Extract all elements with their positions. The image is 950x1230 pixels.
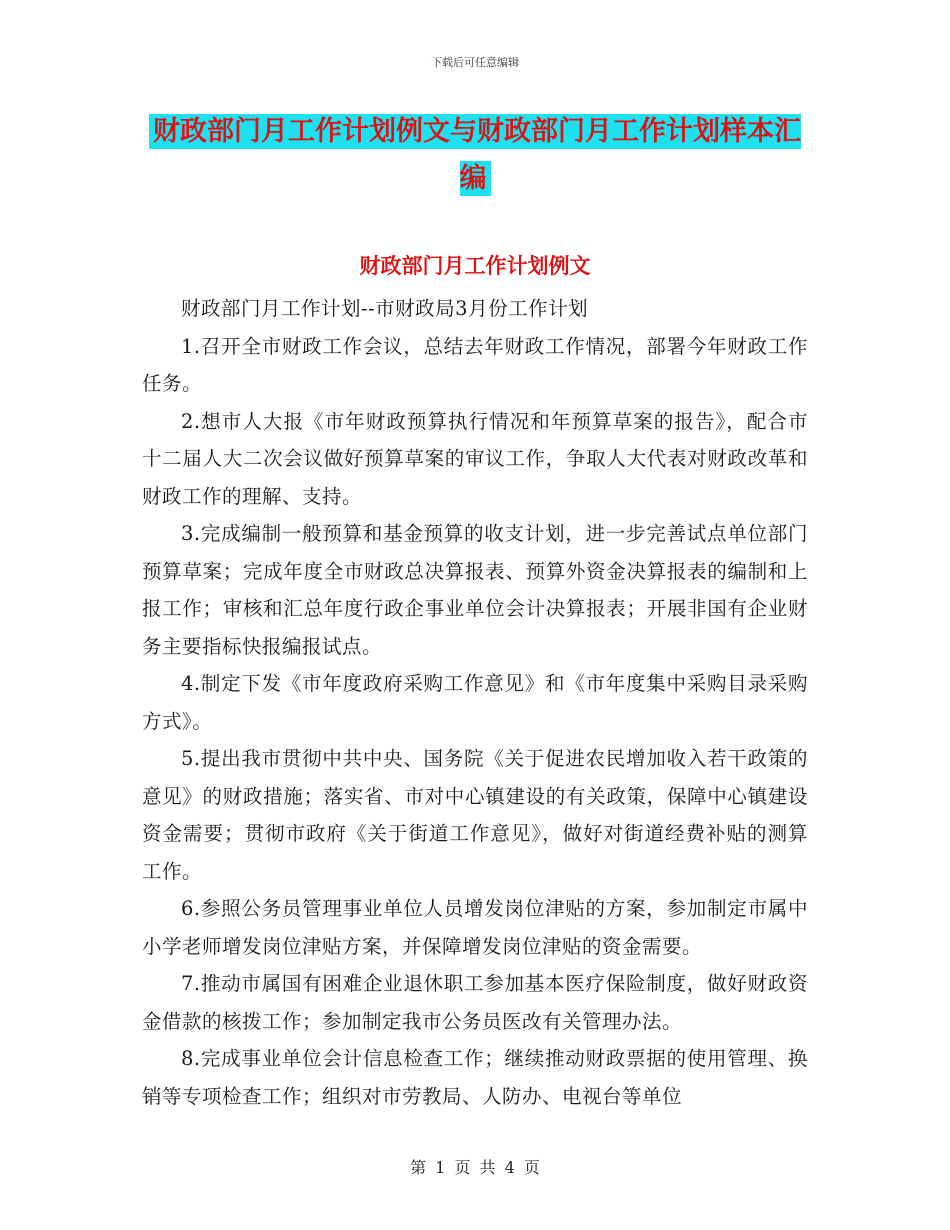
page-number-footer: 第 1 页 共 4 页 <box>410 1158 540 1177</box>
paragraph: 1.召开全市财政工作会议，总结去年财政工作情况，部署今年财政工作任务。 <box>142 334 808 395</box>
paragraph: 6.参照公务员管理事业单位人员增发岗位津贴的方案，参加制定市属中小学老师增发岗位津贴方案，并保障增发岗位津贴的资金需要。 <box>142 897 808 958</box>
paragraph: 4.制定下发《市年度政府采购工作意见》和《市年度集中采购目录采购方式》。 <box>142 672 808 733</box>
paragraph: 3.完成编制一般预算和基金预算的收支计划，进一步完善试点单位部门预算草案；完成年度全市财政总决算报表、预算外资金决算报表的编制和上报工作；审核和汇总年度行政企事业单位会计决算报表；开展非国有企业财务主要指标快报编报试点。 <box>142 522 808 658</box>
header-note: 下载后可任意编辑 <box>431 56 519 69</box>
body-text <box>142 290 808 1115</box>
document-title <box>140 108 810 202</box>
paragraph: 2.想市人大报《市年财政预算执行情况和年预算草案的报告》，配合市十二届人大二次会议做好预算草案的审议工作，争取人大代表对财政改革和财政工作的理解、支持。 <box>142 409 808 508</box>
document-title-text: 财政部门月工作计划例文与财政部门月工作计划样本汇编 <box>149 114 801 196</box>
section-title: 财政部门月工作计划例文 <box>359 254 591 278</box>
paragraph: 8.完成事业单位会计信息检查工作；继续推动财政票据的使用管理、换销等专项检查工作；组织对市劳教局、人防办、电视台等单位 <box>142 1047 808 1108</box>
paragraph: 财政部门月工作计划--市财政局3月份工作计划 <box>181 297 589 320</box>
paragraph: 7.推动市属国有困难企业退休职工参加基本医疗保险制度，做好财政资金借款的核拨工作；参加制定我市公务员医改有关管理办法。 <box>142 972 808 1033</box>
paragraph: 5.提出我市贯彻中共中央、国务院《关于促进农民增加收入若干政策的意见》的财政措施；落实省、市对中心镇建设的有关政策，保障中心镇建设资金需要；贯彻市政府《关于街道工作意见》，做好对街道经费补贴的测算工作。 <box>142 747 808 883</box>
